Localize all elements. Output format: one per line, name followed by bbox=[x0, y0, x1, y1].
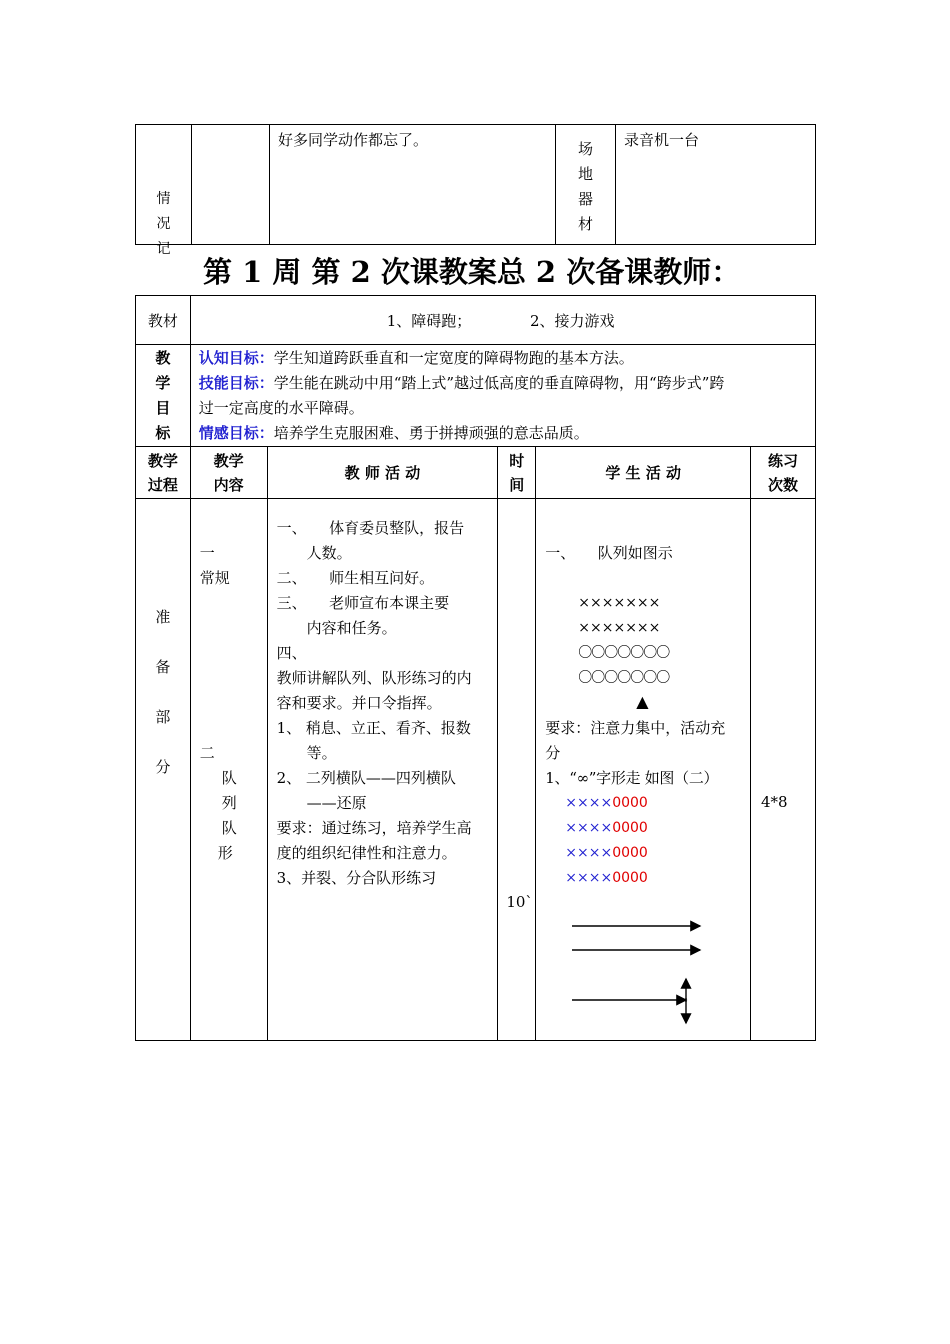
prep-time: 10` bbox=[506, 893, 533, 911]
prep-process-3: 部 bbox=[155, 708, 171, 726]
teacher-marker: ▲ bbox=[636, 692, 649, 711]
teacher-activity-line: 度的组织纪律性和注意力。 bbox=[276, 844, 457, 862]
note-cell bbox=[270, 125, 556, 245]
situation-label-1: 情 bbox=[156, 191, 171, 207]
teacher-activity-line: 3、并裂、分合队形练习 bbox=[276, 869, 437, 887]
group-row bbox=[565, 816, 648, 841]
group-o: 0000 bbox=[612, 845, 648, 861]
lesson-table bbox=[135, 295, 816, 1041]
materials-content-cell bbox=[190, 296, 815, 345]
teacher-activity-line: 容和要求。并口令指挥。 bbox=[276, 694, 442, 712]
venue-label-3: 器 bbox=[577, 190, 593, 208]
teacher-activity-line: 2、 二列横队——四列横队 bbox=[276, 769, 456, 787]
student-requirement-2: 分 bbox=[545, 744, 561, 762]
equipment-text: 录音机一台 bbox=[624, 131, 700, 149]
goals-label-2: 学 bbox=[155, 374, 171, 392]
student-requirement-1: 要求：注意力集中，活动充 bbox=[545, 719, 726, 737]
prep-teacher-cell bbox=[267, 499, 498, 1041]
prep-process-1: 准 bbox=[155, 608, 171, 626]
group-x: ×××× bbox=[565, 795, 613, 811]
teacher-activity-line: 三、 老师宣布本课主要 bbox=[276, 594, 450, 612]
student-head: 一、 队列如图示 bbox=[545, 544, 673, 562]
venue-label-2: 地 bbox=[577, 165, 593, 183]
formation-row-1: ××××××× bbox=[578, 595, 661, 611]
group-o: 0000 bbox=[612, 870, 648, 886]
teacher-activity-line: 要求：通过练习，培养学生高 bbox=[276, 819, 472, 837]
prep-student-cell bbox=[536, 499, 751, 1041]
materials-item-1: 1、障碍跑； bbox=[386, 311, 472, 330]
cognitive-goal-text: 学生知道跨跃垂直和一定宽度的障碍物跑的基本方法。 bbox=[273, 349, 634, 367]
teacher-activity-line: 等。 bbox=[276, 744, 337, 762]
prep-process-cell bbox=[136, 499, 191, 1041]
teacher-activity-line: 1、 稍息、立正、看齐、报数 bbox=[276, 719, 471, 737]
equipment-cell bbox=[616, 125, 816, 245]
skill-goal-text-1: 学生能在跳动中用“踏上式”越过低高度的垂直障碍物，用“跨步式”跨 bbox=[273, 374, 725, 392]
figure-eight-walk: 1、“∞”字形走 如图（二） bbox=[545, 769, 719, 787]
formation-row-3: 〇〇〇〇〇〇〇 bbox=[578, 645, 670, 661]
teacher-activity-line: 一、 体育委员整队，报告 bbox=[276, 519, 465, 537]
prep-process-2: 备 bbox=[155, 658, 171, 676]
header-teacher: 教 师 活 动 bbox=[267, 447, 498, 499]
materials-label-cell bbox=[136, 296, 191, 345]
group-x: ×××× bbox=[565, 820, 613, 836]
goals-label-3: 目 bbox=[155, 399, 171, 417]
note-text: 好多同学动作都忘了。 bbox=[278, 131, 429, 149]
cognitive-goal-label: 认知目标： bbox=[198, 349, 274, 367]
group-o: 0000 bbox=[612, 795, 648, 811]
goals-label-cell bbox=[136, 345, 191, 447]
group-row bbox=[565, 791, 648, 816]
content-formation-num: 二 bbox=[199, 744, 215, 762]
prep-time-cell bbox=[498, 499, 536, 1041]
group-x: ×××× bbox=[565, 870, 613, 886]
formation-row-4: 〇〇〇〇〇〇〇 bbox=[578, 670, 670, 686]
skill-goal-label: 技能目标： bbox=[198, 374, 274, 392]
blank-cell bbox=[192, 125, 270, 245]
teacher-activity-line: 教师讲解队列、队形练习的内 bbox=[276, 669, 472, 687]
materials-label: 教材 bbox=[147, 311, 178, 330]
situation-label-3: 记 bbox=[156, 241, 171, 257]
header-student: 学 生 活 动 bbox=[536, 447, 751, 499]
content-routine: 常规 bbox=[199, 569, 230, 587]
group-row bbox=[565, 866, 648, 891]
goals-label-4: 标 bbox=[155, 424, 171, 442]
group-formation bbox=[565, 791, 648, 891]
page-title: 第 1 周 第 2 次课教案总 2 次备课教师： bbox=[203, 255, 741, 289]
emotion-goal-text: 培养学生克服困难、勇于拼搏顽强的意志品质。 bbox=[273, 424, 589, 442]
teacher-activity-line: 二、 师生相互问好。 bbox=[276, 569, 435, 587]
header-reps: 练习 次数 bbox=[751, 447, 816, 499]
teacher-activity-list bbox=[277, 516, 472, 891]
teacher-activity-line: 内容和任务。 bbox=[276, 619, 397, 637]
goals-label-1: 教 bbox=[155, 349, 171, 367]
emotion-goal-label: 情感目标： bbox=[198, 424, 274, 442]
prep-reps: 4*8 bbox=[761, 793, 788, 811]
situation-label-cell bbox=[136, 125, 192, 257]
venue-label-cell bbox=[556, 125, 616, 245]
prep-content-cell: 一 常规 二 队 列 队 形 bbox=[190, 499, 267, 1041]
prep-reps-cell bbox=[751, 499, 816, 1041]
teacher-activity-line: ——还原 bbox=[276, 794, 367, 812]
content-routine-num: 一 bbox=[199, 544, 215, 562]
movement-arrows-diagram bbox=[566, 909, 706, 1029]
situation-label-2: 况 bbox=[156, 216, 171, 232]
teacher-activity-line: 人数。 bbox=[276, 544, 352, 562]
goals-content-cell bbox=[190, 345, 815, 447]
top-table bbox=[135, 124, 816, 257]
group-o: 0000 bbox=[612, 820, 648, 836]
header-process: 教学 过程 bbox=[136, 447, 191, 499]
header-content: 教学 内容 bbox=[190, 447, 267, 499]
teacher-activity-line: 四、 bbox=[276, 644, 307, 662]
group-x: ×××× bbox=[565, 845, 613, 861]
venue-label-1: 场 bbox=[577, 140, 593, 158]
group-row bbox=[565, 841, 648, 866]
prep-process-4: 分 bbox=[155, 758, 171, 776]
materials-item-2: 2、接力游戏 bbox=[530, 311, 615, 330]
formation-row-2: ××××××× bbox=[578, 620, 661, 636]
skill-goal-text-2: 过一定高度的水平障碍。 bbox=[198, 399, 364, 417]
header-time: 时 间 bbox=[498, 447, 536, 499]
venue-label-4: 材 bbox=[577, 215, 593, 233]
